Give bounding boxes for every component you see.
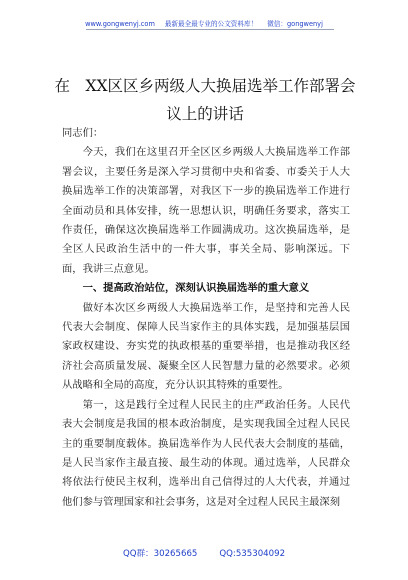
salutation: 同志们： bbox=[62, 127, 104, 139]
header-site-link[interactable]: www.gongwenyj.com bbox=[85, 20, 155, 28]
footer-qq-group: QQ群：30265665 bbox=[122, 549, 198, 559]
paragraph-significance: 做好本次区乡两级人大换届选举工作，是坚持和完善人民代表大会制度、保障人民当家作主的具体实践，是加强基层国家政权建设、夯实党的执政根基的重要举措，也是推动我区经济社会高质量发展、凝聚全区人民智慧力量的必然要求。必须从战略和全局的高度，充分认识其特殊的重要性。 bbox=[62, 301, 350, 392]
header-wechat: 微信：gongwenyj bbox=[267, 20, 323, 28]
document-body bbox=[62, 124, 350, 512]
footer-qq: QQ:535304092 bbox=[219, 549, 286, 559]
page-footer bbox=[0, 547, 408, 559]
header-divider bbox=[86, 29, 334, 30]
paragraph-intro: 今天，我们在这里召开全区区乡两级人大换届选举工作部署会议，主要任务是深入学习贯彻中央和省委、市委关于人大换届选举工作的决策部署，对我区下一步的换届选举工作进行全面动员和具体安排，统一思想认识，明确任务要求，落实工作责任，确保这次换届选举工作圆满成功。这次换届选举，是全区人民政治生活中的一件大事，事关全局、影响深远。下面，我讲三点意见。 bbox=[62, 146, 350, 275]
section-heading-1: 一、提高政治站位，深刻认识换届选举的重大意义 bbox=[82, 282, 310, 295]
header-slogan: 最新最全最专业的公文资料库！ bbox=[164, 20, 258, 28]
title-line-2: 议上的讲话 bbox=[166, 105, 244, 123]
paragraph-first-point: 第一，这是践行全过程人民民主的庄严政治任务。人民代表大会制度是我国的根本政治制度，是实现我国全过程人民民主的重要制度载体。换届选举作为人民代表大会制度的基础，是人民当家作主最直接、最生动的体现。通过选举，人民群众将依法行使民主权利，选举出自己信得过的人大代表，并通过他们参与管理国家和社会事务，这是对全过程人民民主最深刻 bbox=[62, 398, 350, 508]
document-title bbox=[40, 72, 370, 128]
title-line-1: 在 XX区区乡两级人大换届选举工作部署会 bbox=[54, 77, 356, 95]
page-header bbox=[0, 18, 408, 28]
